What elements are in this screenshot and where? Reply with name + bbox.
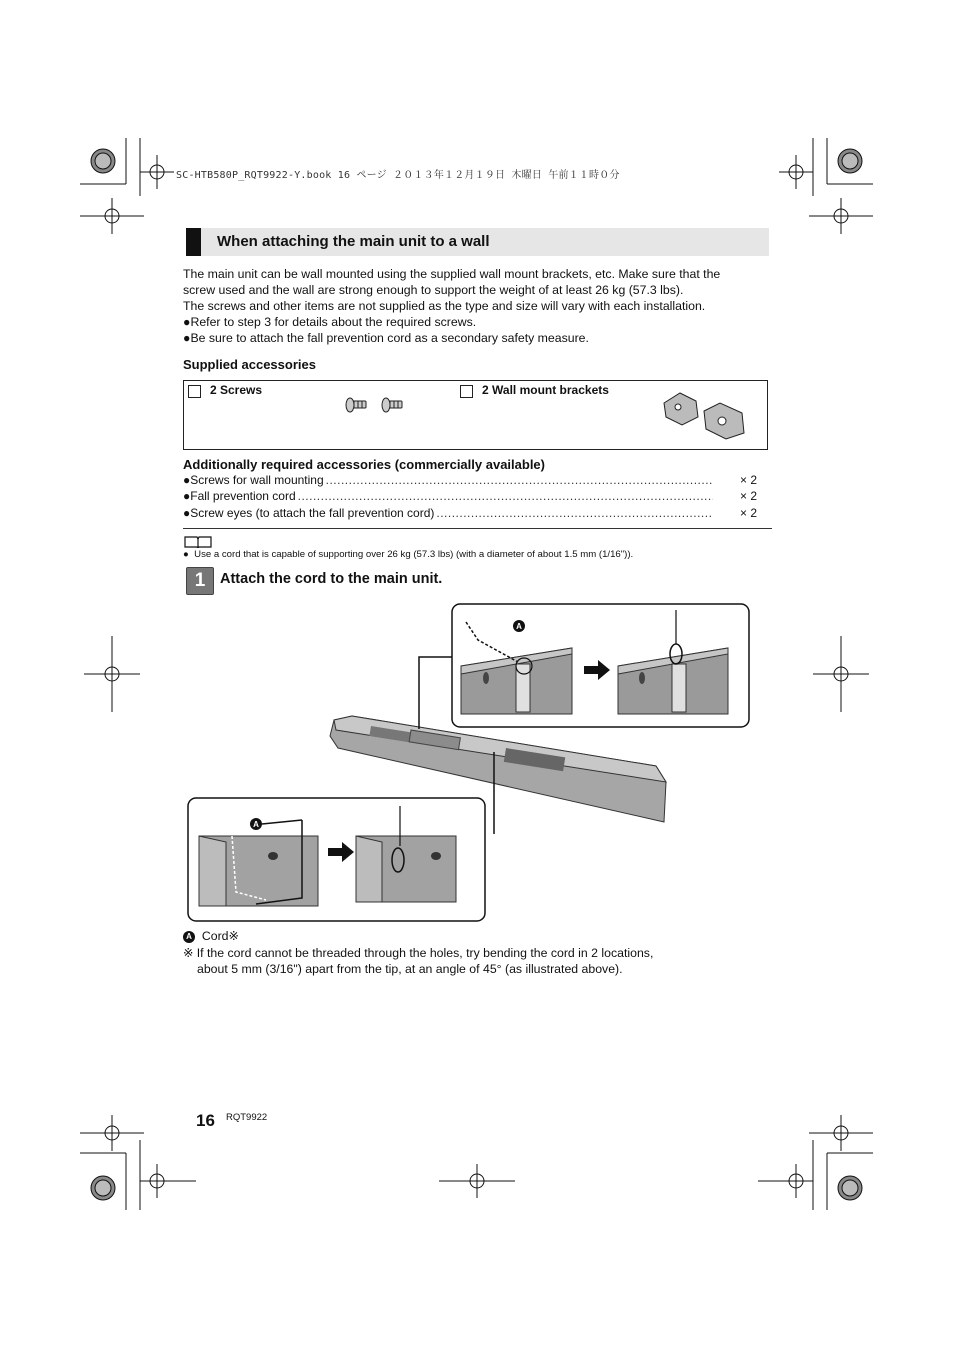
- section-title: When attaching the main unit to a wall: [217, 233, 490, 250]
- intro-line-3: The screws and other items are not supplied as the type and size will vary with each installation.: [183, 299, 706, 313]
- step-title: Attach the cord to the main unit.: [220, 571, 443, 587]
- screws-label: 2 Screws: [210, 383, 263, 397]
- intro-line-2: screw used and the wall are strong enough to support the weight of at least 26 kg (57.3 lbs).: [183, 283, 684, 297]
- footnote-line-2: about 5 mm (3/16") apart from the tip, at an angle of 45° (as illustrated above).: [197, 962, 623, 976]
- cord-attachment-illustration: [186, 602, 756, 924]
- supplied-heading: Supplied accessories: [183, 357, 316, 372]
- supplied-accessories-box: [183, 380, 768, 450]
- additional-item: ●Fall prevention cord ..... × 2: [183, 489, 757, 505]
- section-marker: [186, 228, 201, 256]
- intro-line-1: The main unit can be wall mounted using the supplied wall mount brackets, etc. Make sure that the: [183, 267, 721, 281]
- screws-icon: [344, 393, 414, 419]
- model-code: RQT9922: [226, 1112, 268, 1123]
- additional-heading: Additionally required accessories (commercially available): [183, 457, 545, 472]
- file-header-line: SC-HTB580P_RQT9922-Y.book 16 ページ ２０１３年１２月１９日 木曜日 午前１１時０分: [176, 170, 620, 181]
- footnote-line-1: ※ If the cord cannot be threaded through the holes, try bending the cord in 2 locations,: [183, 946, 654, 960]
- step-number-badge: 1: [186, 567, 214, 595]
- intro-paragraph: [183, 266, 773, 346]
- callout-a-icon: A: [183, 931, 195, 943]
- callout-a-bottom: A: [253, 820, 259, 829]
- brackets-label: 2 Wall mount brackets: [482, 383, 609, 397]
- intro-bullet-1: ●Refer to step 3 for details about the required screws.: [183, 315, 477, 329]
- note-book-icon: [184, 535, 212, 548]
- intro-bullet-2: ●Be sure to attach the fall prevention cord as a secondary safety measure.: [183, 331, 589, 345]
- brackets-checkbox[interactable]: [460, 385, 473, 398]
- additional-item: ●Screw eyes (to attach the fall prevention cord) ..... × 2: [183, 506, 757, 522]
- callout-legend: A Cord※: [183, 929, 239, 943]
- screws-checkbox[interactable]: [188, 385, 201, 398]
- callout-a-top: A: [516, 622, 522, 631]
- section-header: [186, 228, 769, 256]
- note-text: ● Use a cord that is capable of supporting over 26 kg (57.3 lbs) (with a diameter of about 1.5 mm (1/16")).: [183, 549, 634, 560]
- divider: [183, 528, 772, 529]
- wall-bracket-icon: [660, 389, 750, 441]
- page-number: 16: [196, 1111, 215, 1130]
- additional-item: ●Screws for wall mounting ..... × 2: [183, 473, 757, 489]
- footnote: [183, 945, 783, 977]
